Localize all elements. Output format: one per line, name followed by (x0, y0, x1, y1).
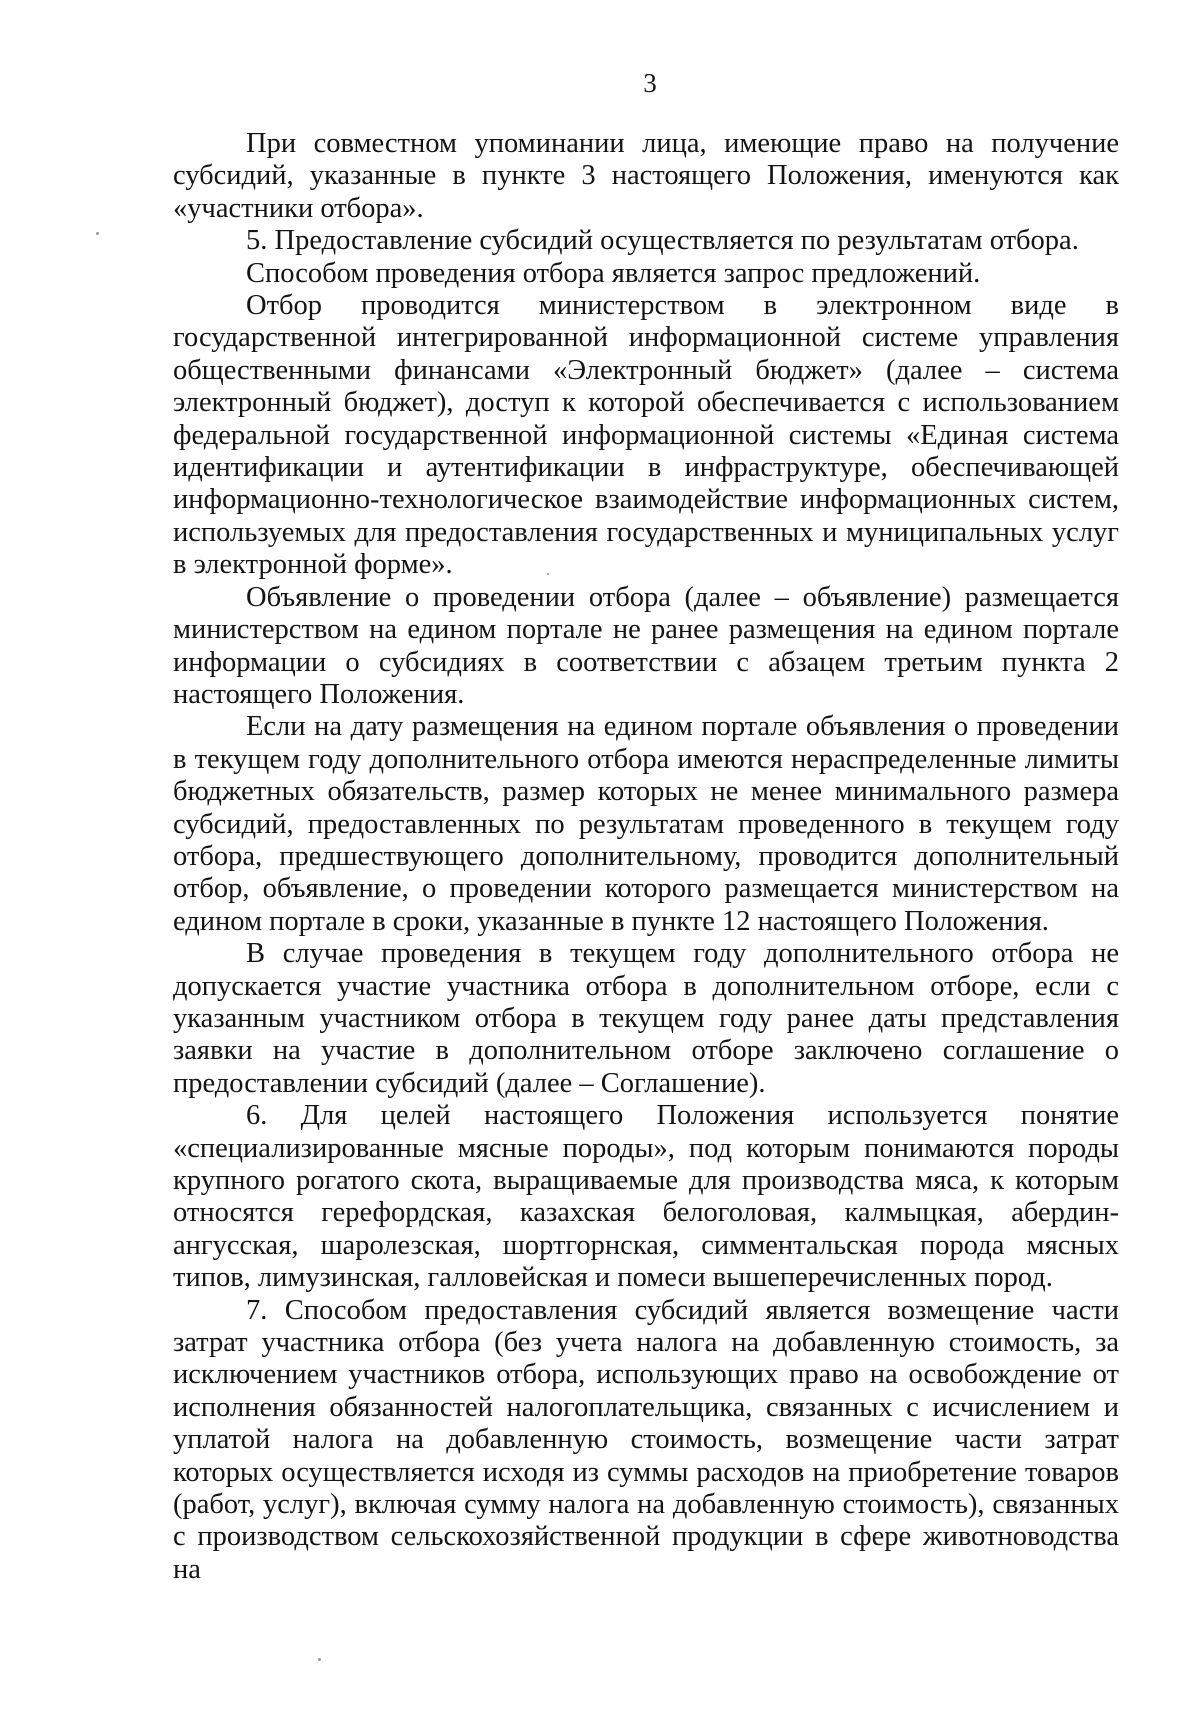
paragraph-additional-selection-restriction: В случае проведения в текущем году дополнительного отбора не допускается участие участника отбора в дополнительном отборе, если с указанным участником отбора в текущем году ранее даты представления заявки на участие в дополнительном отборе заключено соглашение о предоставлении субсидий (далее – Соглашение). (173, 938, 1119, 1099)
scan-speck (547, 573, 549, 575)
paragraph-additional-selection: Если на дату размещения на едином портале объявления о проведении в текущем году дополнительного отбора имеются нераспределенные лимиты бюджетных обязательств, размер которых не менее минимального размера субсидий, предоставленных по результатам проведенного в текущем году отбора, предшествующего дополнительному, проводится дополнительный отбор, объявление, о проведении которого размещается министерством на едином портале в сроки, указанные в пункте 12 настоящего Положения. (173, 711, 1119, 937)
paragraph-item-7: 7. Способом предоставления субсидий является возмещение части затрат участника отбора (без учета налога на добавленную стоимость, за исключением участников отбора, использующих право на освобождение от исполнения обязанностей налогоплательщика, связанных с исчислением и уплатой налога на добавленную стоимость, возмещение части затрат которых осуществляется исходя из суммы расходов на приобретение товаров (работ, услуг), включая сумму налога на добавленную стоимость), связанных с производством сельскохозяйственной продукции в сфере животноводства на (173, 1294, 1119, 1585)
scan-speck (318, 1658, 321, 1661)
paragraph-participants-definition: При совместном упоминании лица, имеющие право на получение субсидий, указанные в пункте 3 настоящего Положения, именуются как «участники отбора». (173, 128, 1119, 224)
paragraph-item-6: 6. Для целей настоящего Положения используется понятие «специализированные мясные породы», под которым понимаются породы крупного рогатого скота, выращиваемые для производства мяса, к которым относятся герефордская, казахская белоголовая, калмыцкая, абердин-ангусская, шаролезская, шортгорнская, симментальская порода мясных типов, лимузинская, галловейская и помеси вышеперечисленных пород. (173, 1100, 1119, 1294)
scan-speck (96, 232, 99, 235)
page-number: 3 (643, 68, 657, 98)
paragraph-announcement: Объявление о проведении отбора (далее – объявление) размещается министерством на едином портале не ранее размещения на едином портале информации о субсидиях в соответствии с абзацем третьим пункта 2 настоящего Положения. (173, 581, 1119, 710)
paragraph-electronic-budget: Отбор проводится министерством в электронном виде в государственной интегрированной информационной системе управления общественными финансами «Электронный бюджет» (далее – система электронный бюджет), доступ к которой обеспечивается с использованием федеральной государственной информационной системы «Единая система идентификации и аутентификации в инфраструктуре, обеспечивающей информационно-технологическое взаимодействие информационных систем, используемых для предоставления государственных и муниципальных услуг в электронной форме». (173, 290, 1119, 581)
paragraph-selection-method: Способом проведения отбора является запрос предложений. (246, 257, 981, 289)
document-body (173, 128, 1119, 1586)
paragraph-item-5: 5. Предоставление субсидий осуществляется по результатам отбора. (246, 225, 1079, 257)
